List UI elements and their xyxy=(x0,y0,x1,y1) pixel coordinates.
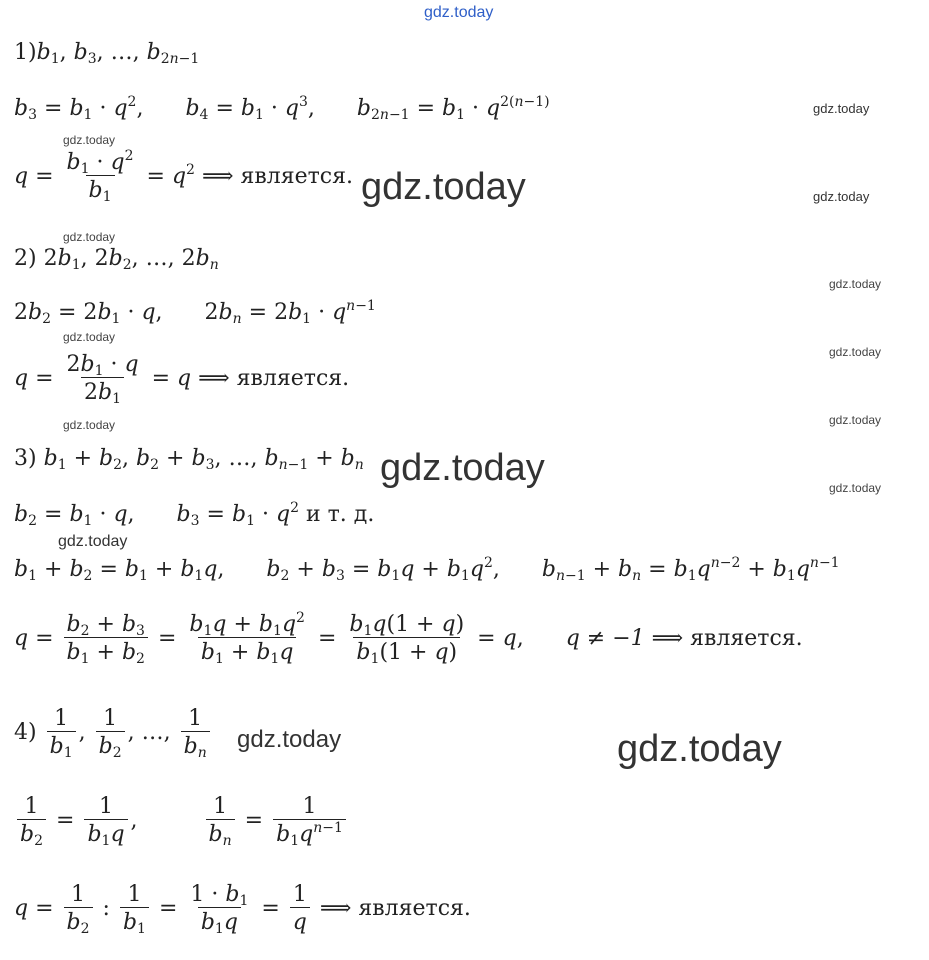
fraction: $\frac{1}{b_2}$ xyxy=(64,882,93,936)
watermark-large: gdz.today xyxy=(361,166,526,208)
fraction: $\frac{1 \cdot b_1}{b_1q}$ xyxy=(190,882,249,938)
fraction: $\frac{1}{b_n}$ xyxy=(206,794,235,848)
watermark-top: gdz.today xyxy=(424,4,494,21)
watermark: gdz.today xyxy=(63,330,116,344)
watermark: gdz.today xyxy=(829,481,882,495)
section3-sums: $b_1 + b_2 = b_1 + b_1q$, $b_2 + b_3 = b_1q + b_1q^2$, $b_{n-1} + b_n = b_1q^{n-2} + b_1q^{n-1}$ xyxy=(14,555,840,584)
fraction: $\frac{b_2 + b_3}{b_1 + b_2}$ xyxy=(64,612,148,666)
section2-sequence: 2) $2b_1$, $2b_2$, …, $2b_n$ xyxy=(14,246,219,273)
section3-sequence: 3) $b_1 + b_2$, $b_2 + b_3$, …, $b_{n-1} + b_n$ xyxy=(14,446,364,473)
section3-ratio: q = $\frac{b_2 + b_3}{b_1 + b_2}$ = $\frac{b_1q + b_1q^2}{b_1 + b_1q}$ = $\frac{b_1q(1 + q)}{b_1(1 + q)}$ = q, q ≠ −1 ⟹ является. xyxy=(14,610,803,668)
section3-condition: q ≠ −1 xyxy=(565,625,645,651)
watermark: gdz.today xyxy=(813,101,870,116)
section2-verdict: является. xyxy=(236,365,350,391)
watermark: gdz.today xyxy=(58,533,128,550)
watermark: gdz.today xyxy=(829,345,882,359)
section4-number: 4) xyxy=(14,719,37,745)
fraction: $\frac{1}{b_1q}$ xyxy=(84,794,127,848)
watermark-medium: gdz.today xyxy=(237,726,342,753)
fraction: $\frac{1}{b_1}$ xyxy=(47,706,76,760)
fraction: $\frac{2b_1 \cdot q}{2b_1}$ xyxy=(66,352,139,408)
fraction: $\frac{b_1 \cdot q^2}{b_1}$ xyxy=(66,148,134,206)
section2-number: 2) xyxy=(14,246,37,271)
section2-terms: $2b_2 = 2b_1 \cdot q$, $2b_n = 2b_1 \cdot q^{n-1}$ xyxy=(14,298,376,327)
section4-ratio: q = $\frac{1}{b_2}$ : $\frac{1}{b_1}$ = $\frac{1 \cdot b_1}{b_1q}$ = $\frac{1}{q}$ ⟹ является. xyxy=(14,882,471,938)
section4-terms: $\frac{1}{b_2}$ = $\frac{1}{b_1q}$ , $\frac{1}{b_n}$ = $\frac{1}{b_1q^{n-1}}$ xyxy=(14,794,349,848)
watermark-large: gdz.today xyxy=(617,728,782,770)
watermark: gdz.today xyxy=(63,133,116,147)
watermark: gdz.today xyxy=(63,230,116,244)
section1-terms: $b_3 = b_1 \cdot q^2$, $b_4 = b_1 \cdot q^3$, $b_{2n-1} = b_1 \cdot q^{2(n-1)}$ xyxy=(14,94,550,123)
watermark: gdz.today xyxy=(813,189,870,204)
section3-number: 3) xyxy=(14,446,37,471)
section4-sequence: 4) $\frac{1}{b_1}$ , $\frac{1}{b_2}$ , …, $\frac{1}{b_n}$ xyxy=(14,706,213,760)
watermark: gdz.today xyxy=(829,413,882,427)
section4-verdict: является. xyxy=(358,895,471,921)
watermark-large: gdz.today xyxy=(380,447,545,489)
fraction: $\frac{b_1q + b_1q^2}{b_1 + b_1q}$ xyxy=(189,610,305,668)
section1-sequence: $1)b_1$, $b_3$, …, $b_{2n-1}$ xyxy=(14,40,200,67)
section2-ratio: q = $\frac{2b_1 \cdot q}{2b_1}$ = q ⟹ является. xyxy=(14,352,350,408)
section3-etc: и т. д. xyxy=(305,502,375,527)
watermark: gdz.today xyxy=(63,418,116,432)
fraction: $\frac{1}{b_2}$ xyxy=(17,794,46,848)
section3-terms: $b_2 = b_1 \cdot q$, $b_3 = b_1 \cdot q^2$ и т. д. xyxy=(14,500,375,529)
section1-ratio: q = $\frac{b_1 \cdot q^2}{b_1}$ = $q^2$ ⟹ является. xyxy=(14,148,354,206)
section1-verdict: является. xyxy=(240,163,354,189)
fraction: $\frac{1}{q}$ xyxy=(290,882,310,936)
section3-verdict: является. xyxy=(690,625,803,651)
fraction: $\frac{1}{b_n}$ xyxy=(181,706,210,760)
watermark: gdz.today xyxy=(829,277,882,291)
fraction: $\frac{b_1q(1 + q)}{b_1(1 + q)}$ xyxy=(349,612,465,668)
fraction: $\frac{1}{b_1}$ xyxy=(120,882,149,936)
fraction: $\frac{1}{b_2}$ xyxy=(96,706,125,760)
section1-number: 1) xyxy=(14,40,37,65)
fraction: $\frac{1}{b_1q^{n-1}}$ xyxy=(273,794,346,848)
